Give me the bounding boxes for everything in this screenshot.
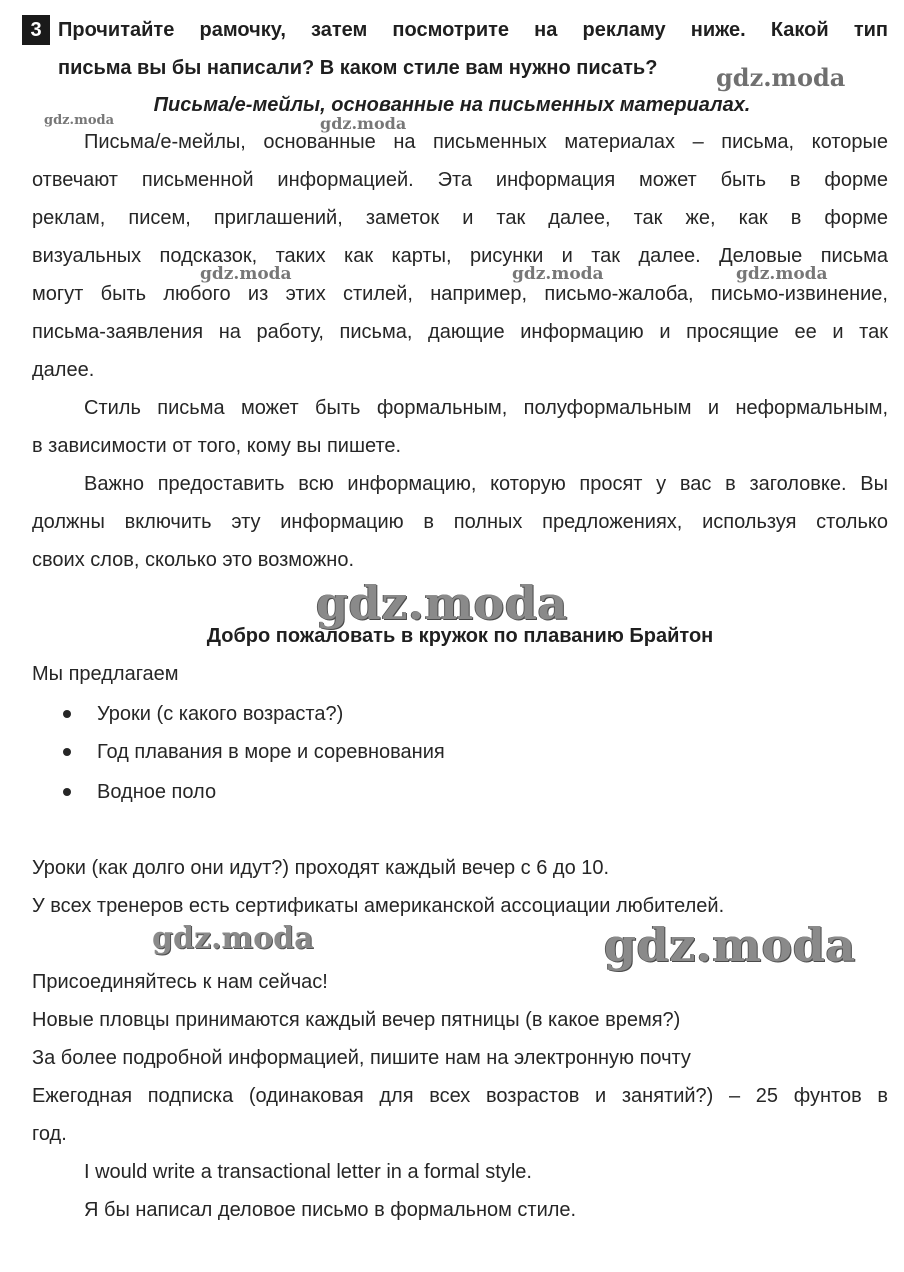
task-number-badge: 3 — [22, 15, 50, 45]
ad-coaches: У всех тренеров есть сертификаты американской ассоциации любителей. — [32, 895, 725, 917]
watermark: gdz.moda — [604, 918, 856, 972]
watermark: gdz.moda — [512, 264, 604, 284]
ad-subscription-line-2: год. — [32, 1123, 67, 1145]
box-p3-line-1: Важно предоставить всю информацию, которую просят у вас в заголовке. Вы — [84, 473, 888, 495]
ad-offer-intro: Мы предлагаем — [32, 663, 179, 685]
ad-bullet-1: Уроки (с какого возраста?) — [97, 703, 344, 725]
answer-russian: Я бы написал деловое письмо в формальном стиле. — [84, 1199, 577, 1221]
box-p1-line-3: реклам, писем, приглашений, заметок и так далее, так же, как в форме — [32, 207, 888, 229]
box-p1-line-2: отвечают письменной информацией. Эта информация может быть в форме — [32, 169, 888, 191]
box-p2-line-1: Стиль письма может быть формальным, полуформальным и неформальным, — [84, 397, 888, 419]
watermark: gdz.moda — [316, 576, 568, 630]
box-p1-line-7: далее. — [32, 359, 95, 381]
watermark: gdz.moda — [200, 264, 292, 284]
box-p3-line-3: своих слов, сколько это возможно. — [32, 549, 355, 571]
ad-title: Добро пожаловать в кружок по плаванию Брайтон — [206, 625, 714, 647]
watermark: gdz.moda — [716, 63, 846, 92]
ad-more-info: За более подробной информацией, пишите нам на электронную почту — [32, 1047, 691, 1069]
box-title: Письма/е-мейлы, основанные на письменных материалах. — [153, 94, 751, 116]
ad-new-swimmers: Новые пловцы принимаются каждый вечер пятницы (в какое время?) — [32, 1009, 681, 1031]
ad-lesson-times: Уроки (как долго они идут?) проходят каждый вечер с 6 до 10. — [32, 857, 610, 879]
ad-bullet-2: Год плавания в море и соревнования — [97, 741, 445, 763]
ad-join: Присоединяйтесь к нам сейчас! — [32, 971, 328, 993]
bullet-dot — [63, 788, 71, 796]
bullet-dot — [63, 710, 71, 718]
box-p1-line-1: Письма/е-мейлы, основанные на письменных материалах – письма, которые — [84, 131, 888, 153]
ad-bullet-3: Водное поло — [97, 781, 217, 803]
box-p3-line-2: должны включить эту информацию в полных предложениях, используя столько — [32, 511, 888, 533]
watermark: gdz.moda — [152, 921, 314, 956]
box-p1-line-4: визуальных подсказок, таких как карты, рисунки и так далее. Деловые письма — [32, 245, 888, 267]
box-p1-line-5: могут быть любого из этих стилей, например, письмо-жалоба, письмо-извинение, — [32, 283, 888, 305]
task-line-2: письма вы бы написали? В каком стиле вам нужно писать? — [58, 57, 658, 79]
watermark: gdz.moda — [44, 113, 115, 128]
watermark: gdz.moda — [736, 264, 828, 284]
answer-english: I would write a transactional letter in a formal style. — [84, 1161, 532, 1183]
ad-subscription-line-1: Ежегодная подписка (одинаковая для всех возрастов и занятий?) – 25 фунтов в — [32, 1085, 888, 1107]
bullet-dot — [63, 748, 71, 756]
watermark: gdz.moda — [320, 114, 407, 133]
box-p2-line-2: в зависимости от того, кому вы пишете. — [32, 435, 402, 457]
task-line-1: Прочитайте рамочку, затем посмотрите на рекламу ниже. Какой тип — [58, 19, 888, 41]
box-p1-line-6: письма-заявления на работу, письма, дающие информацию и просящие ее и так — [32, 321, 888, 343]
